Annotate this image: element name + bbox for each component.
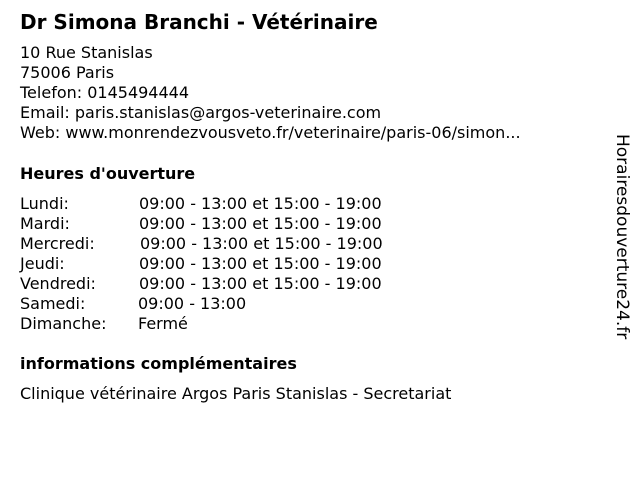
day-label: Jeudi: (20, 254, 65, 273)
hours-value: 09:00 - 13:00 et 15:00 - 19:00 (139, 214, 382, 233)
address-street: 10 Rue Stanislas (20, 43, 153, 62)
day-label: Vendredi: (20, 274, 96, 293)
day-label: Samedi: (20, 294, 86, 313)
day-label: Lundi: (20, 194, 69, 213)
hours-value: 09:00 - 13:00 et 15:00 - 19:00 (140, 234, 383, 253)
page-title: Dr Simona Branchi - Vétérinaire (20, 10, 378, 34)
contact-block (20, 43, 521, 143)
phone-line: Telefon: 0145494444 (20, 83, 190, 102)
site-watermark: Horairesdouverture24.fr (612, 134, 632, 340)
opening-hours-heading: Heures d'ouverture (20, 164, 196, 183)
web-line: Web: www.monrendezvousveto.fr/veterinaire/paris-06/simon... (20, 123, 521, 142)
email-line: Email: paris.stanislas@argos-veterinaire.com (20, 103, 382, 122)
additional-info-heading: informations complémentaires (20, 354, 297, 373)
hours-value: 09:00 - 13:00 et 15:00 - 19:00 (139, 254, 382, 273)
hours-value: 09:00 - 13:00 (138, 294, 247, 313)
day-label: Mardi: (20, 214, 70, 233)
day-label: Mercredi: (20, 234, 95, 253)
hours-value: 09:00 - 13:00 et 15:00 - 19:00 (139, 274, 382, 293)
day-label: Dimanche: (20, 314, 107, 333)
additional-info-text: Clinique vétérinaire Argos Paris Stanislas - Secretariat (20, 384, 452, 403)
hours-value: 09:00 - 13:00 et 15:00 - 19:00 (139, 194, 382, 213)
hours-value: Fermé (138, 314, 188, 333)
address-city: 75006 Paris (20, 63, 115, 82)
